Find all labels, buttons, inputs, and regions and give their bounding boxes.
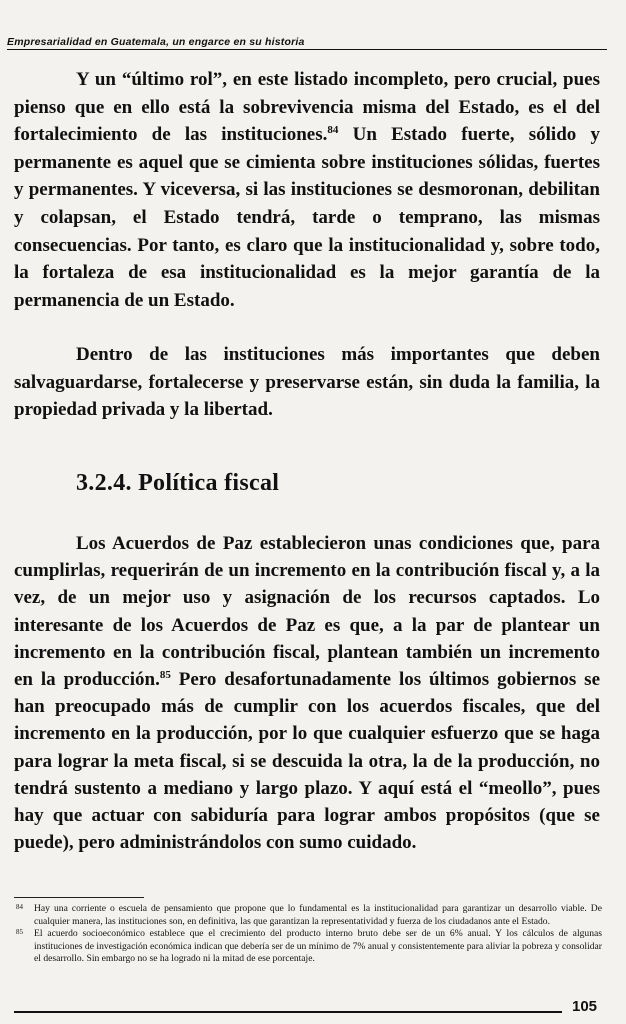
footnote-84 xyxy=(14,903,602,928)
footnote-text: Hay una corriente o escuela de pensamiento que propone que lo fundamental es la institucionalidad para garantizar un desarrollo viable. De cualquier manera, las instituciones son, en definitiva, las que garantizan la representatividad y fuerza de los ciudadanos ante el Estado. xyxy=(34,903,602,927)
footnote-separator xyxy=(14,897,144,898)
footnotes xyxy=(14,903,602,966)
footnote-ref-85[interactable]: 85 xyxy=(159,669,171,682)
paragraph-text-continued: Un Estado fuerte, sólido y permanente es aquel que se cimienta sobre instituciones sólidas, fuertes y permanentes. Y viceversa, si las instituciones se desmoronan, debilitan y colapsan, el Estado tendrá, tarde o temprano, las mismas consecuencias. Por tanto, es claro que la institucionalidad y, sobre todo, la fortaleza de esa institucionalidad es la mejor garantía de la permanencia de un Estado. xyxy=(14,124,600,311)
running-head: Empresarialidad en Guatemala, un engarce en su historia xyxy=(7,36,607,50)
footnote-number: 85 xyxy=(16,928,23,937)
paragraph-text: Dentro de las instituciones más importantes que deben salvaguardarse, fortalecerse y preservarse están, sin duda la familia, la propiedad privada y la libertad. xyxy=(14,344,600,421)
footnote-number: 84 xyxy=(16,903,23,911)
footnote-text: El acuerdo socioeconómico establece que el crecimiento del producto interno bruto debe ser de un 6% anual. Y los cálculos de algunas instituciones de investigación económica indican que debería ser de un mínimo de 7% anual y consistentemente para aliviar la pobreza y consolidar el desarrollo. Sin embargo no se ha logrado ni la mitad de ese porcentaje. xyxy=(34,928,602,965)
footnote-ref-84[interactable]: 84 xyxy=(327,124,339,137)
section-heading: 3.2.4. Política fiscal xyxy=(76,470,280,496)
page-number: 105 xyxy=(572,998,598,1015)
footnote-85 xyxy=(14,928,602,966)
paragraph-text: Y un “último rol”, en este listado incompleto, pero crucial, pues pienso que en ello está la sobrevivencia misma del Estado, es el del fortalecimiento de las instituciones. xyxy=(14,69,600,146)
paragraph-text: Los Acuerdos de Paz establecieron unas condiciones que, para cumplirlas, requerirán de un incremento en la contribución fiscal y, a la vez, de un mejor uso y asignación de los recursos captados. Lo interesante de los Acuerdos de Paz es que, a la par de plantear un incremento en la contribución fiscal, plantean también un incremento en la producción. xyxy=(14,533,600,691)
paragraph-text-continued: Pero desafortunadamente los últimos gobiernos se han preocupado más de cumplir con los acuerdos fiscales, que del incremento en la producción, por lo que cualquier esfuerzo que se haga para lograr la meta fiscal, si se descuida la otra, la de la producción, no tendrá sustento a mediano y largo plazo. Y aquí está el “meollo”, pues hay que actuar con sabiduría para lograr ambos propósitos (que se puede), pero administrándolos con sumo cuidado. xyxy=(14,669,601,854)
bottom-rule xyxy=(14,1011,562,1013)
paragraph-ultimo-rol xyxy=(14,66,600,314)
paragraph-politica-fiscal xyxy=(14,530,600,856)
paragraph-instituciones xyxy=(14,341,600,424)
